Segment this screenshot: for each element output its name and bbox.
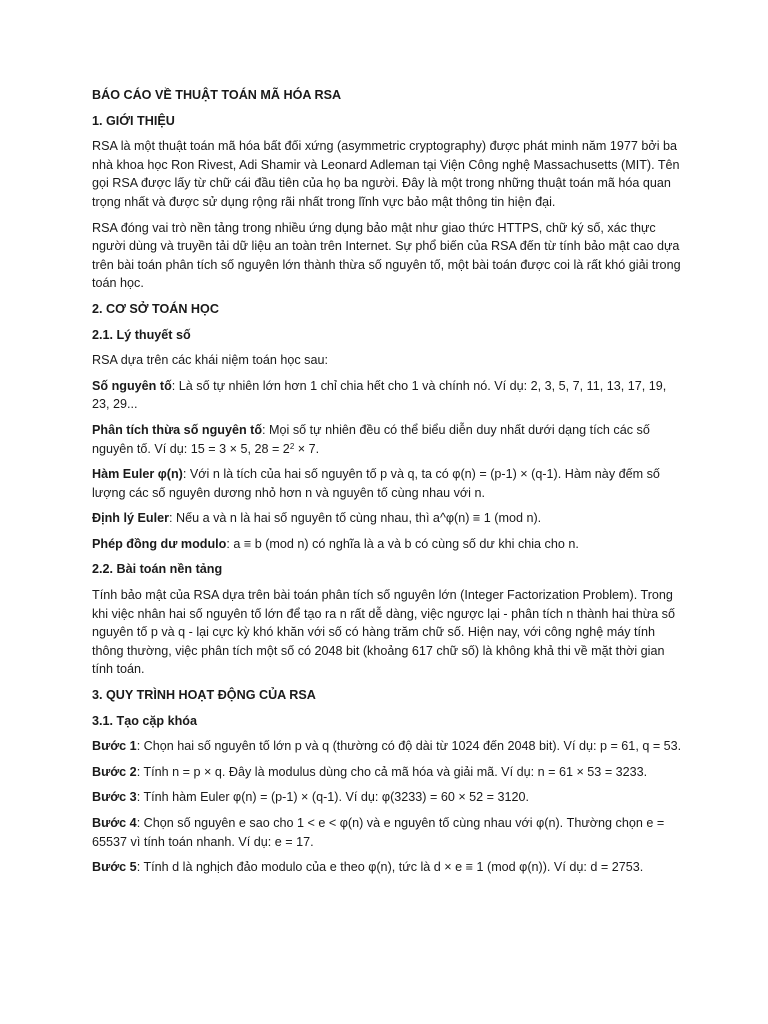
document-title: BÁO CÁO VỀ THUẬT TOÁN MÃ HÓA RSA [92, 88, 342, 102]
superscript: 2 [289, 441, 295, 451]
section-heading-rsa-process: 3. QUY TRÌNH HOẠT ĐỘNG CỦA RSA [92, 688, 316, 703]
subsection-heading-core-problem: 2.2. Bài toán nền tảng [92, 562, 223, 577]
definition-euler-function [92, 465, 682, 502]
paragraph-introduction-1: RSA là một thuật toán mã hóa bất đối xứng (asymmetric cryptography) được phát minh năm 1977 bởi ba nhà khoa học Ron Rivest, Adi Shamir và Leonard Adleman tại Viện Công nghệ Massachusetts (MIT). Tên gọi RSA được lấy từ chữ cái đầu tiên của họ ba người. Đây là một trong những thuật toán mã hóa quan trọng nhất và được sử dụng rộng rãi nhất trong lĩnh vực bảo mật thông tin hiện đại. [92, 139, 680, 209]
step-1 [92, 737, 682, 756]
step-text: : Tính hàm Euler φ(n) = (p-1) × (q-1). Ví dụ: φ(3233) = 60 × 52 = 3120. [136, 790, 530, 805]
step-2 [92, 763, 682, 782]
step-term: Bước 1 [92, 739, 137, 754]
step-term: Bước 2 [92, 764, 137, 779]
subsection-heading-number-theory: 2.1. Lý thuyết số [92, 327, 191, 342]
definition-text-tail: × 7. [294, 441, 320, 456]
definition-term: Số nguyên tố [92, 378, 172, 393]
step-text: : Tính d là nghịch đảo modulo của e theo φ(n), tức là d × e ≡ 1 (mod φ(n)). Ví dụ: d = 2753. [136, 860, 644, 875]
definition-text: : Là số tự nhiên lớn hơn 1 chỉ chia hết cho 1 và chính nó. Ví dụ: 2, 3, 5, 7, 11, 13, 17, 19, 23, 29... [92, 378, 667, 412]
definition-modulo [92, 535, 682, 554]
definition-term: Hàm Euler φ(n) [92, 467, 183, 482]
step-text: : Tính n = p × q. Đây là modulus dùng cho cả mã hóa và giải mã. Ví dụ: n = 61 × 53 = 3233. [136, 764, 648, 779]
definition-prime [92, 377, 682, 414]
document-page [92, 86, 682, 884]
step-text: : Chọn hai số nguyên tố lớn p và q (thường có độ dài từ 1024 đến 2048 bit). Ví dụ: p = 61, q = 53. [136, 739, 682, 754]
section-heading-introduction: 1. GIỚI THIỆU [92, 113, 175, 128]
definition-text: : Mọi số tự nhiên đều có thể biểu diễn duy nhất dưới dạng tích các số nguyên tố. Ví dụ: 15 = 3 × 5, 28 = 2 [92, 422, 650, 456]
definition-factorization [92, 421, 682, 458]
definition-term: Định lý Euler [92, 511, 169, 526]
definition-text: : Nếu a và n là hai số nguyên tố cùng nhau, thì a^φ(n) ≡ 1 (mod n). [168, 511, 542, 526]
step-term: Bước 5 [92, 860, 137, 875]
subsection-heading-key-generation: 3.1. Tạo cặp khóa [92, 713, 197, 728]
step-text: : Chọn số nguyên e sao cho 1 < e < φ(n) và e nguyên tố cùng nhau với φ(n). Thường chọn e = 65537 vì tính toán nhanh. Ví dụ: e = 17. [92, 816, 665, 849]
step-5 [92, 858, 682, 877]
step-4 [92, 814, 682, 851]
definition-term: Phép đồng dư modulo [92, 536, 227, 551]
step-term: Bước 3 [92, 790, 137, 805]
definition-term: Phân tích thừa số nguyên tố [92, 422, 263, 437]
section-heading-math-basis: 2. CƠ SỞ TOÁN HỌC [92, 301, 219, 316]
step-3 [92, 788, 682, 807]
definition-text: : a ≡ b (mod n) có nghĩa là a và b có cùng số dư khi chia cho n. [226, 536, 579, 551]
definition-text: : Với n là tích của hai số nguyên tố p và q, ta có φ(n) = (p-1) × (q-1). Hàm này đếm số lượng các số nguyên dương nhỏ hơn n và nguyên tố cùng nhau với n. [92, 467, 660, 500]
paragraph-introduction-2: RSA đóng vai trò nền tảng trong nhiều ứng dụng bảo mật như giao thức HTTPS, chữ ký số, xác thực người dùng và truyền tải dữ liệu an toàn trên Internet. Sự phổ biến của RSA đến từ tính bảo mật cao dựa trên bài toán phân tích số nguyên lớn thành thừa số nguyên tố, một bài toán được coi là rất khó giải trong toán học. [92, 220, 681, 291]
paragraph-number-theory-intro: RSA dựa trên các khái niệm toán học sau: [92, 353, 328, 368]
paragraph-core-problem: Tính bảo mật của RSA dựa trên bài toán phân tích số nguyên lớn (Integer Factorization Problem). Trong khi việc nhân hai số nguyên tố lớn để tạo ra n rất dễ dàng, việc ngược lại - phân tích n thành hai thừa số nguyên tố p và q - lại cực kỳ khó khăn với số có hàng trăm chữ số. Hiện nay, với công nghệ máy tính thông thường, việc phân tích một số có 2048 bit (khoảng 617 chữ số) là không khả thi về mặt thời gian tính toán. [92, 588, 675, 677]
definition-euler-theorem [92, 509, 682, 528]
step-term: Bước 4 [92, 816, 137, 830]
